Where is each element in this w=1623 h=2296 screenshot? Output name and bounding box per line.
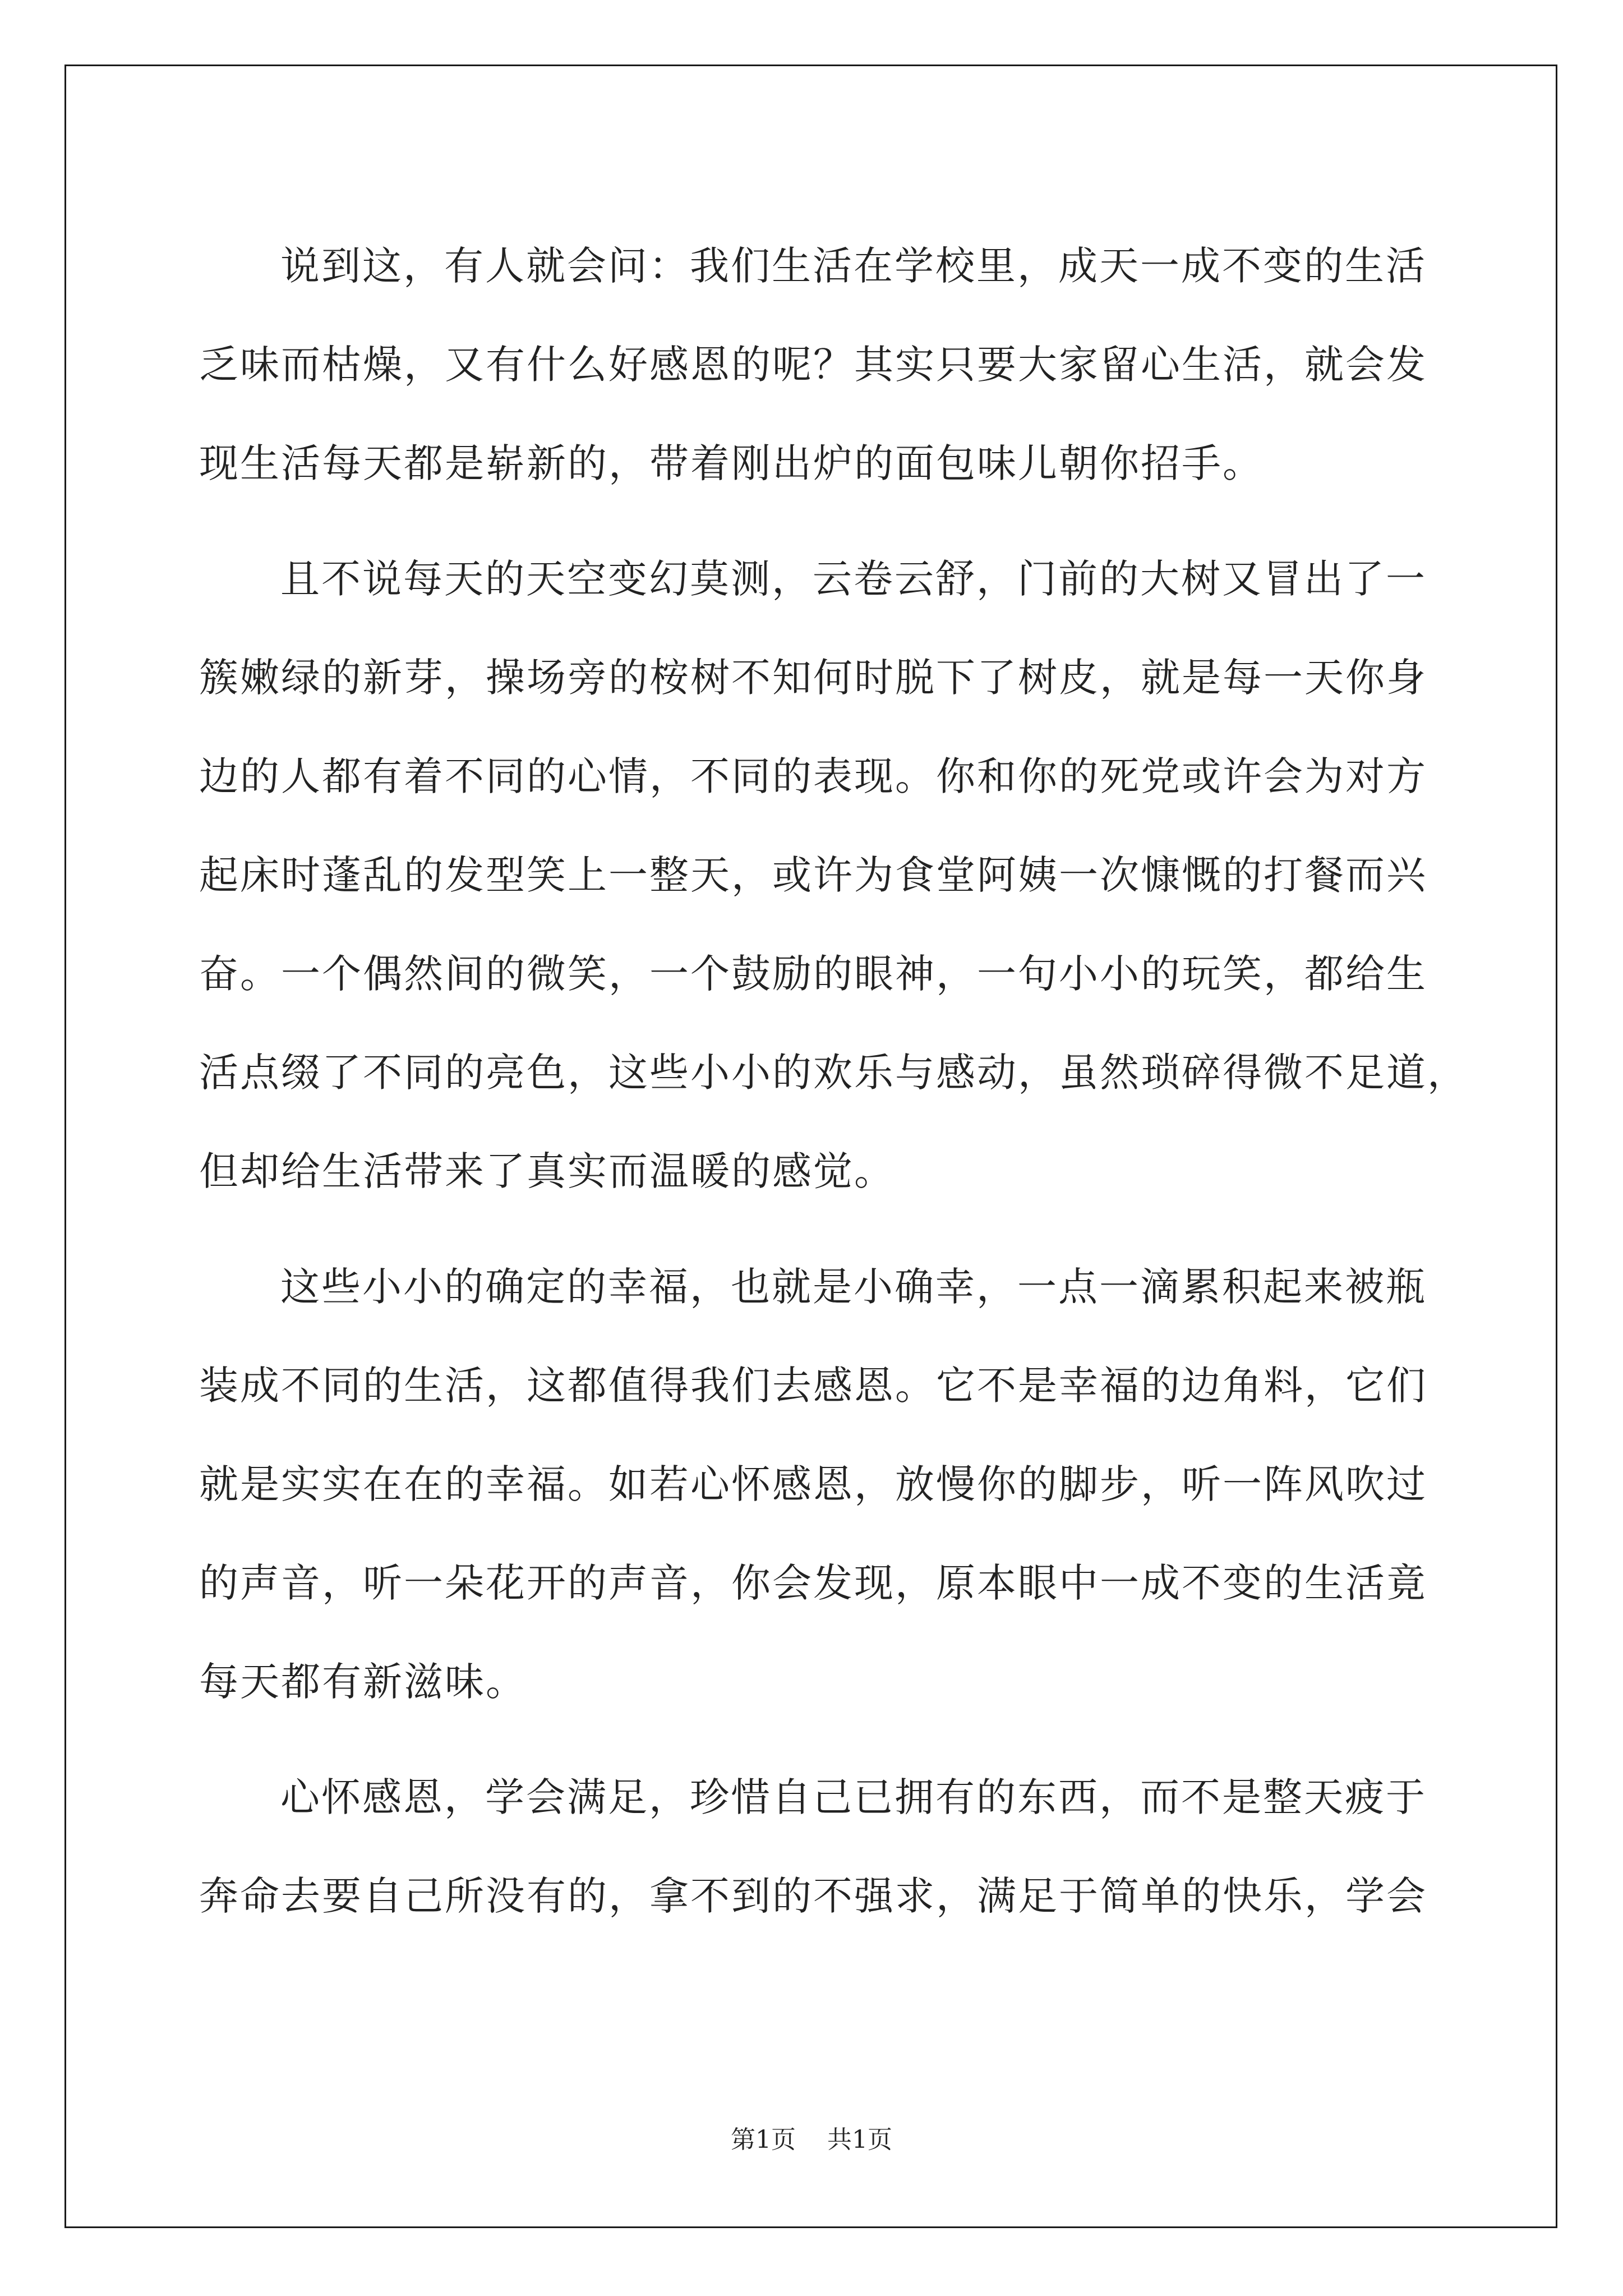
text-line: 说到这，有人就会问：我们生活在学校里，成天一成不变的生活 [280,243,1427,289]
paragraph [199,1748,1427,1945]
document-body [199,217,1468,1945]
text-line: 起床时蓬乱的发型笑上一整天，或许为食堂阿姨一次慷慨的打餐而兴 [199,852,1427,898]
text-line: 簇嫩绿的新芽，操场旁的桉树不知何时脱下了树皮，就是每一天你身 [199,655,1427,701]
paragraph [199,1237,1427,1731]
text-line: 这些小小的确定的幸福，也就是小确幸，一点一滴累积起来被瓶 [280,1264,1427,1310]
text-line: 心怀感恩，学会满足，珍惜自己已拥有的东西，而不是整天疲于 [280,1774,1427,1820]
text-line: 乏味而枯燥，又有什么好感恩的呢？其实只要大家留心生活，就会发 [199,342,1427,388]
text-line: 每天都有新滋味。 [199,1659,527,1705]
paragraph [199,217,1427,513]
text-line: 奔命去要自己所没有的，拿不到的不强求，满足于简单的快乐，学会 [199,1873,1427,1919]
text-line: 的声音，听一朵花开的声音，你会发现，原本眼中一成不变的生活竟 [199,1560,1427,1606]
text-line: 奋。一个偶然间的微笑，一个鼓励的眼神，一句小小的玩笑，都给生 [199,951,1427,997]
text-line: 就是实实在在的幸福。如若心怀感恩，放慢你的脚步，听一阵风吹过 [199,1461,1427,1507]
text-line: 活点缀了不同的亮色，这些小小的欢乐与感动，虽然琐碎得微不足道， [199,1050,1468,1096]
text-line: 且不说每天的天空变幻莫测，云卷云舒，门前的大树又冒出了一 [280,556,1427,602]
text-line: 边的人都有着不同的心情，不同的表现。你和你的死党或许会为对方 [199,753,1427,799]
page-footer [0,2119,1623,2155]
paragraph-gap [199,513,1427,530]
paragraph-gap [199,1731,1427,1748]
text-line: 但却给生活带来了真实而温暖的感觉。 [199,1148,895,1194]
paragraph [199,530,1468,1221]
page-total: 共1页 [827,2125,892,2154]
text-line: 装成不同的生活，这都值得我们去感恩。它不是幸福的边角料，它们 [199,1363,1427,1409]
text-line: 现生活每天都是崭新的，带着刚出炉的面包味儿朝你招手。 [199,440,1264,486]
paragraph-gap [199,1221,1427,1237]
page-number: 第1页 [731,2125,796,2154]
